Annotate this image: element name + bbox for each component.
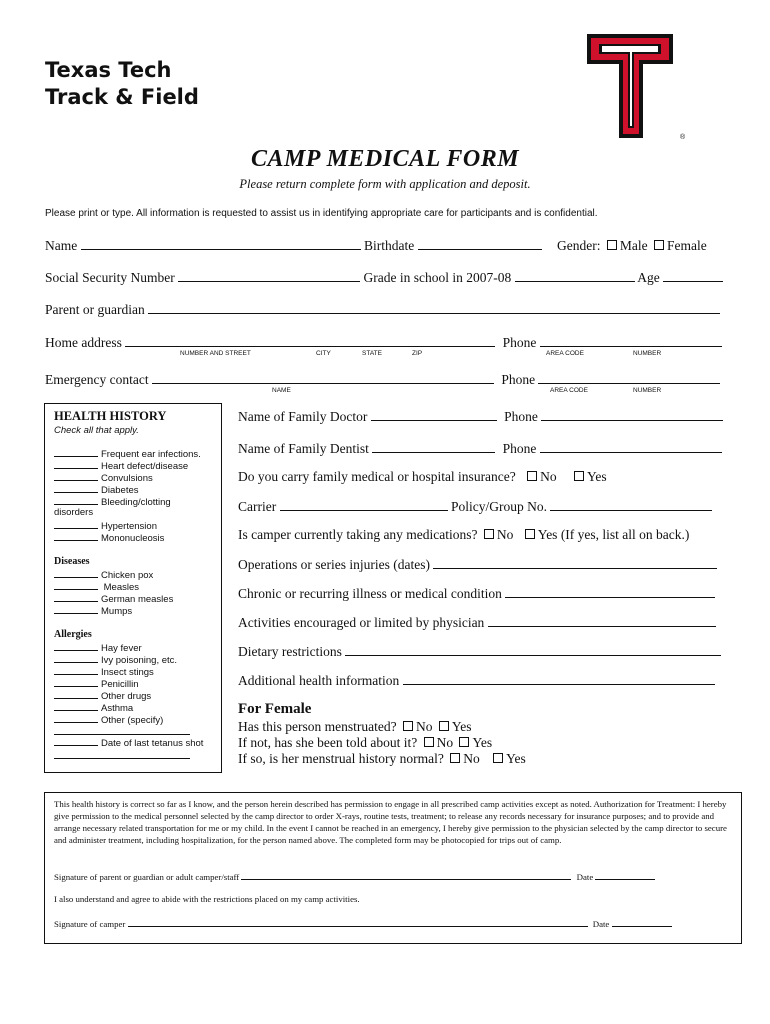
birthdate-field[interactable] [418,237,542,250]
other-specify-line[interactable] [54,734,190,735]
q1-no-label: No [415,719,433,734]
caption-street: NUMBER AND STREET [180,350,251,357]
q2-no-label: No [436,735,454,750]
ssn-row [45,269,723,286]
condition-item[interactable]: Bleeding/clotting [54,495,171,508]
medications-no-checkbox[interactable] [484,529,494,539]
caption-zip: ZIP [412,350,423,357]
dentist-field[interactable] [372,440,495,453]
consent-box [44,792,742,944]
female-q3-row [238,751,526,767]
allergies-title: Allergies [54,629,92,640]
parent-date-label: Date [576,872,594,882]
insurance-no-label: No [540,469,557,484]
name-label: Name [45,238,78,253]
doctor-row [238,408,723,425]
emergency-label: Emergency contact [45,372,149,387]
camper-signature-label: Signature of camper [54,919,126,929]
dentist-phone-field[interactable] [540,440,722,453]
female-q3: If so, is her menstrual history normal? [238,751,444,766]
health-history-subtitle: Check all that apply. [54,425,139,436]
allergy-item[interactable]: Insect stings [54,665,154,678]
allergy-item[interactable]: Penicillin [54,677,139,690]
female-section-title: For Female [238,701,312,717]
camper-date-field[interactable] [612,917,672,927]
instructions: Please print or type. All information is requested to assist us in identifying appropriate care for participants and is confidential. [45,208,598,219]
tetanus-item[interactable]: Date of last tetanus shot [54,736,203,749]
doctor-phone-field[interactable] [541,408,723,421]
parent-row [45,301,720,318]
q3-no-checkbox[interactable] [450,753,460,763]
dentist-phone-label: Phone [502,441,537,456]
chronic-field[interactable] [505,585,715,598]
gender-label: Gender: [556,238,601,253]
medications-question: Is camper currently taking any medications? [238,527,478,542]
chronic-label: Chronic or recurring illness or medical condition [238,586,502,601]
disease-item[interactable]: German measles [54,592,173,605]
home-address-label: Home address [45,335,122,350]
condition-item[interactable]: Diabetes [54,483,139,496]
condition-item[interactable]: Hypertension [54,519,157,532]
q3-yes-label: Yes [506,751,526,766]
activities-row [238,614,716,631]
grade-label: Grade in school in 2007-08 [363,270,512,285]
allergy-item[interactable]: Asthma [54,701,133,714]
insurance-question: Do you carry family medical or hospital insurance? [238,469,516,484]
condition-item[interactable]: Heart defect/disease [54,459,188,472]
insurance-yes-checkbox[interactable] [574,471,584,481]
dentist-row [238,440,722,457]
caption-area-code: AREA CODE [546,350,584,357]
allergy-item[interactable]: Other (specify) [54,713,163,726]
female-label: Female [666,238,707,253]
birthdate-label: Birthdate [363,238,415,253]
allergy-item[interactable]: Ivy poisoning, etc. [54,653,177,666]
allergy-item[interactable]: Hay fever [54,641,142,654]
carrier-row [238,498,712,515]
activities-label: Activities encouraged or limited by physician [238,615,485,630]
health-history-title: HEALTH HISTORY [54,409,167,423]
health-history-box [44,403,222,773]
activities-field[interactable] [488,614,716,627]
age-field[interactable] [663,269,723,282]
caption-area-code-2: AREA CODE [550,387,588,394]
ssn-field[interactable] [178,269,360,282]
policy-field[interactable] [550,498,712,511]
female-q2: If not, has she been told about it? [238,735,418,750]
emergency-phone-field[interactable] [538,371,720,384]
allergy-item[interactable]: Other drugs [54,689,151,702]
q1-yes-checkbox[interactable] [439,721,449,731]
diseases-title: Diseases [54,556,90,567]
emergency-row [45,371,720,388]
parent-label: Parent or guardian [45,302,145,317]
additional-row [238,672,715,689]
condition-item[interactable]: Convulsions [54,471,153,484]
condition-item[interactable]: Frequent ear infections. [54,447,201,460]
doctor-field[interactable] [371,408,497,421]
name-field[interactable] [81,237,361,250]
male-label: Male [619,238,648,253]
male-checkbox[interactable] [607,240,617,250]
caption-number: NUMBER [633,350,662,357]
camper-signature-row [54,917,672,929]
female-checkbox[interactable] [654,240,664,250]
chronic-row [238,585,715,602]
operations-row [238,556,717,573]
q3-yes-checkbox[interactable] [493,753,503,763]
q1-no-checkbox[interactable] [403,721,413,731]
agree-statement: I also understand and agree to abide with the restrictions placed on my camp activities. [54,894,360,904]
parent-signature-label: Signature of parent or guardian or adult camper/staff [54,872,240,882]
caption-name: NAME [272,387,291,394]
camper-signature-field[interactable] [128,917,588,927]
home-address-field[interactable] [125,334,495,347]
medications-row [238,527,689,543]
ssn-label: Social Security Number [45,270,175,285]
double-t-logo [585,32,677,142]
home-phone-field[interactable] [540,334,722,347]
parent-date-field[interactable] [595,870,655,880]
carrier-label: Carrier [238,499,277,514]
parent-signature-field[interactable] [241,870,571,880]
age-label: Age [637,270,660,285]
insurance-row [238,469,607,485]
condition-item[interactable]: Mononucleosis [54,531,164,544]
q1-yes-label: Yes [451,719,472,734]
emergency-phone-label: Phone [501,372,536,387]
dietary-field[interactable] [345,643,721,656]
disorders-label: disorders [54,507,94,518]
disease-item[interactable]: Mumps [54,604,132,617]
additional-field[interactable] [403,672,715,685]
emergency-field[interactable] [152,371,494,384]
female-q2-row [238,735,492,751]
q2-yes-label: Yes [472,735,493,750]
form-subtitle: Please return complete form with application and deposit. [239,177,531,191]
disease-item[interactable]: Measles [54,580,139,593]
registered-mark: ® [680,134,686,141]
caption-state: STATE [362,350,382,357]
carrier-field[interactable] [280,498,448,511]
medications-no-label: No [496,527,514,542]
parent-signature-row [54,870,655,882]
doctor-phone-label: Phone [504,409,538,424]
q2-no-checkbox[interactable] [424,737,434,747]
doctor-label: Name of Family Doctor [238,409,368,424]
operations-label: Operations or series injuries (dates) [238,557,430,572]
insurance-no-checkbox[interactable] [527,471,537,481]
disease-item[interactable]: Chicken pox [54,568,153,581]
form-title: CAMP MEDICAL FORM [250,146,520,172]
org-name-line1: Texas Tech [45,58,172,82]
dentist-label: Name of Family Dentist [238,441,369,456]
name-row [45,237,707,254]
caption-number-2: NUMBER [633,387,662,394]
policy-label: Policy/Group No. [450,499,547,514]
address-row [45,334,722,351]
operations-field[interactable] [433,556,717,569]
tetanus-date-line[interactable] [54,758,190,759]
parent-field[interactable] [148,301,720,314]
medications-yes-label: Yes (If yes, list all on back.) [537,527,690,542]
medications-yes-checkbox[interactable] [525,529,535,539]
camper-date-label: Date [592,919,610,929]
dietary-row [238,643,721,660]
q2-yes-checkbox[interactable] [459,737,469,747]
insurance-yes-label: Yes [587,469,607,484]
caption-city: CITY [316,350,331,357]
grade-field[interactable] [515,269,635,282]
q3-no-label: No [463,751,480,766]
female-q1: Has this person menstruated? [238,719,397,734]
org-name-line2: Track & Field [45,85,199,109]
additional-label: Additional health information [238,673,400,688]
dietary-label: Dietary restrictions [238,644,342,659]
consent-text: This health history is correct so far as I know, and the person herein described has permission to engage in all prescribed camp activities except as noted. Authorization for Treatment: I hereby give permission to the medical personnel selected by the camp director to order X-rays, routine tests, treatment; to release any records necessary for insurance purposes; and to provide and arrange necessary related transportation for me or my child. In the event I cannot be reached in an emergency, I hereby give permission to the physician selected by the camp director to secure and administer treatment, including hospitalization, for the person named above. The completed form may be photocopied for trips out of camp. [54,799,727,845]
female-q1-row [238,719,472,735]
home-phone-label: Phone [502,335,537,350]
